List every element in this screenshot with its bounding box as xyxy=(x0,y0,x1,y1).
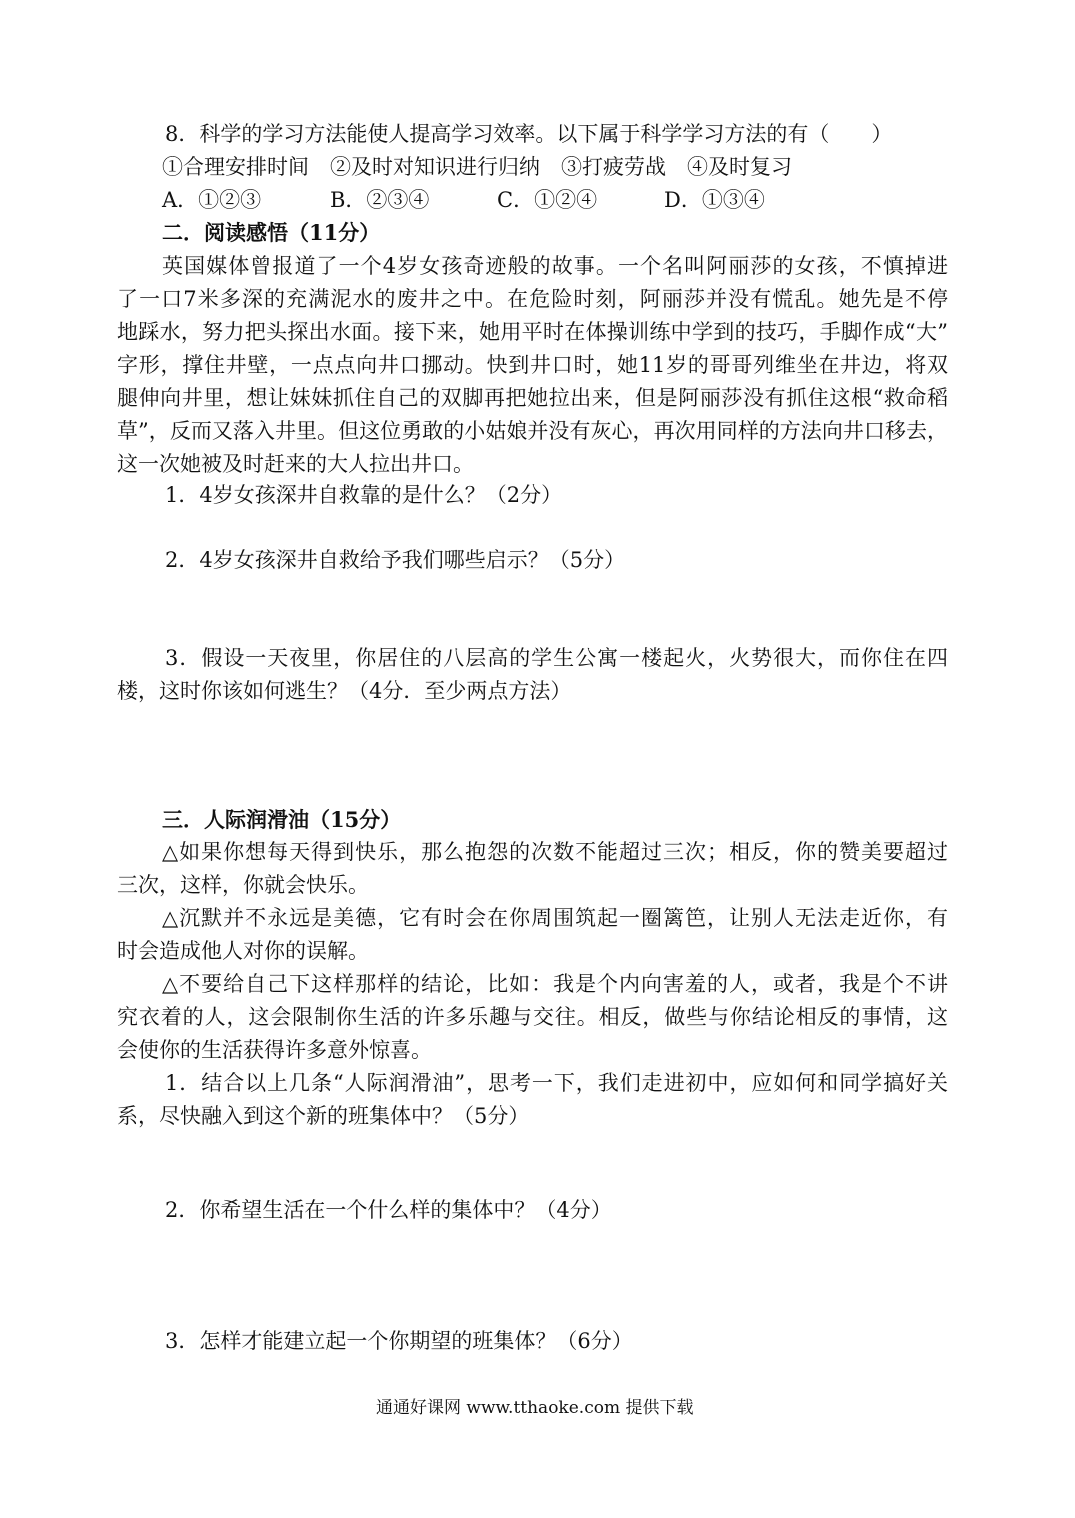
section2-para-line: 英国媒体曾报道了一个4岁女孩奇迹般的故事。一个名叫阿丽莎的女孩，不慎掉进 xyxy=(162,254,948,278)
section3-q1-line1: 1．结合以上几条“人际润滑油”，思考一下，我们走进初中，应如何和同学搞好关 xyxy=(165,1071,948,1095)
section3-tip3-line: 究衣着的人，这会限制你生活的许多乐趣与交往。相反，做些与你结论相反的事情，这 xyxy=(117,1005,948,1029)
section2-q3-line2: 楼，这时你该如何逃生？（4分．至少两点方法） xyxy=(117,679,572,703)
section2-para-line: 字形，撑住井壁，一点点向井口挪动。快到井口时，她11岁的哥哥列维坐在井边，将双 xyxy=(117,353,948,377)
q8-items: ①合理安排时间 ②及时对知识进行归纳 ③打疲劳战 ④及时复习 xyxy=(162,155,792,179)
section2-para-line: 地踩水，努力把头探出水面。接下来，她用平时在体操训练中学到的技巧，手脚作成“大” xyxy=(117,320,948,344)
section3-tip1-line: 三次，这样，你就会快乐。 xyxy=(117,873,369,897)
section3-tip2-line: △沉默并不永远是美德，它有时会在你周围筑起一圈篱笆，让别人无法走近你，有 xyxy=(162,906,948,930)
section3-tip2-line: 时会造成他人对你的误解。 xyxy=(117,939,369,963)
section3-tip1-line: △如果你想每天得到快乐，那么抱怨的次数不能超过三次；相反，你的赞美要超过 xyxy=(162,840,948,864)
section3-q3: 3．怎样才能建立起一个你期望的班集体？（6分） xyxy=(165,1329,633,1353)
q8-stem: 8．科学的学习方法能使人提高学习效率。以下属于科学学习方法的有（ ） xyxy=(165,122,893,146)
section2-para-line: 了一口7米多深的充满泥水的废井之中。在危险时刻，阿丽莎并没有慌乱。她先是不停 xyxy=(117,287,948,311)
section3-q1-line2: 系，尽快融入到这个新的班集体中？（5分） xyxy=(117,1104,530,1128)
footer-source-text: 通通好课网 www.tthaoke.com 提供下载 xyxy=(376,1398,694,1418)
q8-option-c: C．①②④ xyxy=(497,188,598,212)
section2-para-line: 腿伸向井里，想让妹妹抓住自己的双脚再把她拉出来，但是阿丽莎没有抓住这根“救命稻 xyxy=(117,386,948,410)
section2-para-line: 这一次她被及时赶来的大人拉出井口。 xyxy=(117,452,474,476)
section2-heading: 二．阅读感悟（11分） xyxy=(162,220,381,245)
section2-para-line: 草”，反而又落入井里。但这位勇敢的小姑娘并没有灰心，再次用同样的方法向井口移去， xyxy=(117,419,948,443)
section2-q1: 1．4岁女孩深井自救靠的是什么？（2分） xyxy=(165,483,563,507)
q8-option-d: D．①③④ xyxy=(664,188,765,212)
section3-q2: 2．你希望生活在一个什么样的集体中？（4分） xyxy=(165,1198,612,1222)
section3-tip3-line: △不要给自己下这样那样的结论，比如：我是个内向害羞的人，或者，我是个不讲 xyxy=(162,972,948,996)
section3-tip3-line: 会使你的生活获得许多意外惊喜。 xyxy=(117,1038,432,1062)
section2-q3-line1: 3．假设一天夜里，你居住的八层高的学生公寓一楼起火，火势很大，而你住在四 xyxy=(165,646,948,670)
section3-heading: 三．人际润滑油（15分） xyxy=(162,807,402,832)
q8-option-a: A．①②③ xyxy=(162,188,262,212)
q8-option-b: B．②③④ xyxy=(330,188,430,212)
section2-q2: 2．4岁女孩深井自救给予我们哪些启示？（5分） xyxy=(165,548,626,572)
